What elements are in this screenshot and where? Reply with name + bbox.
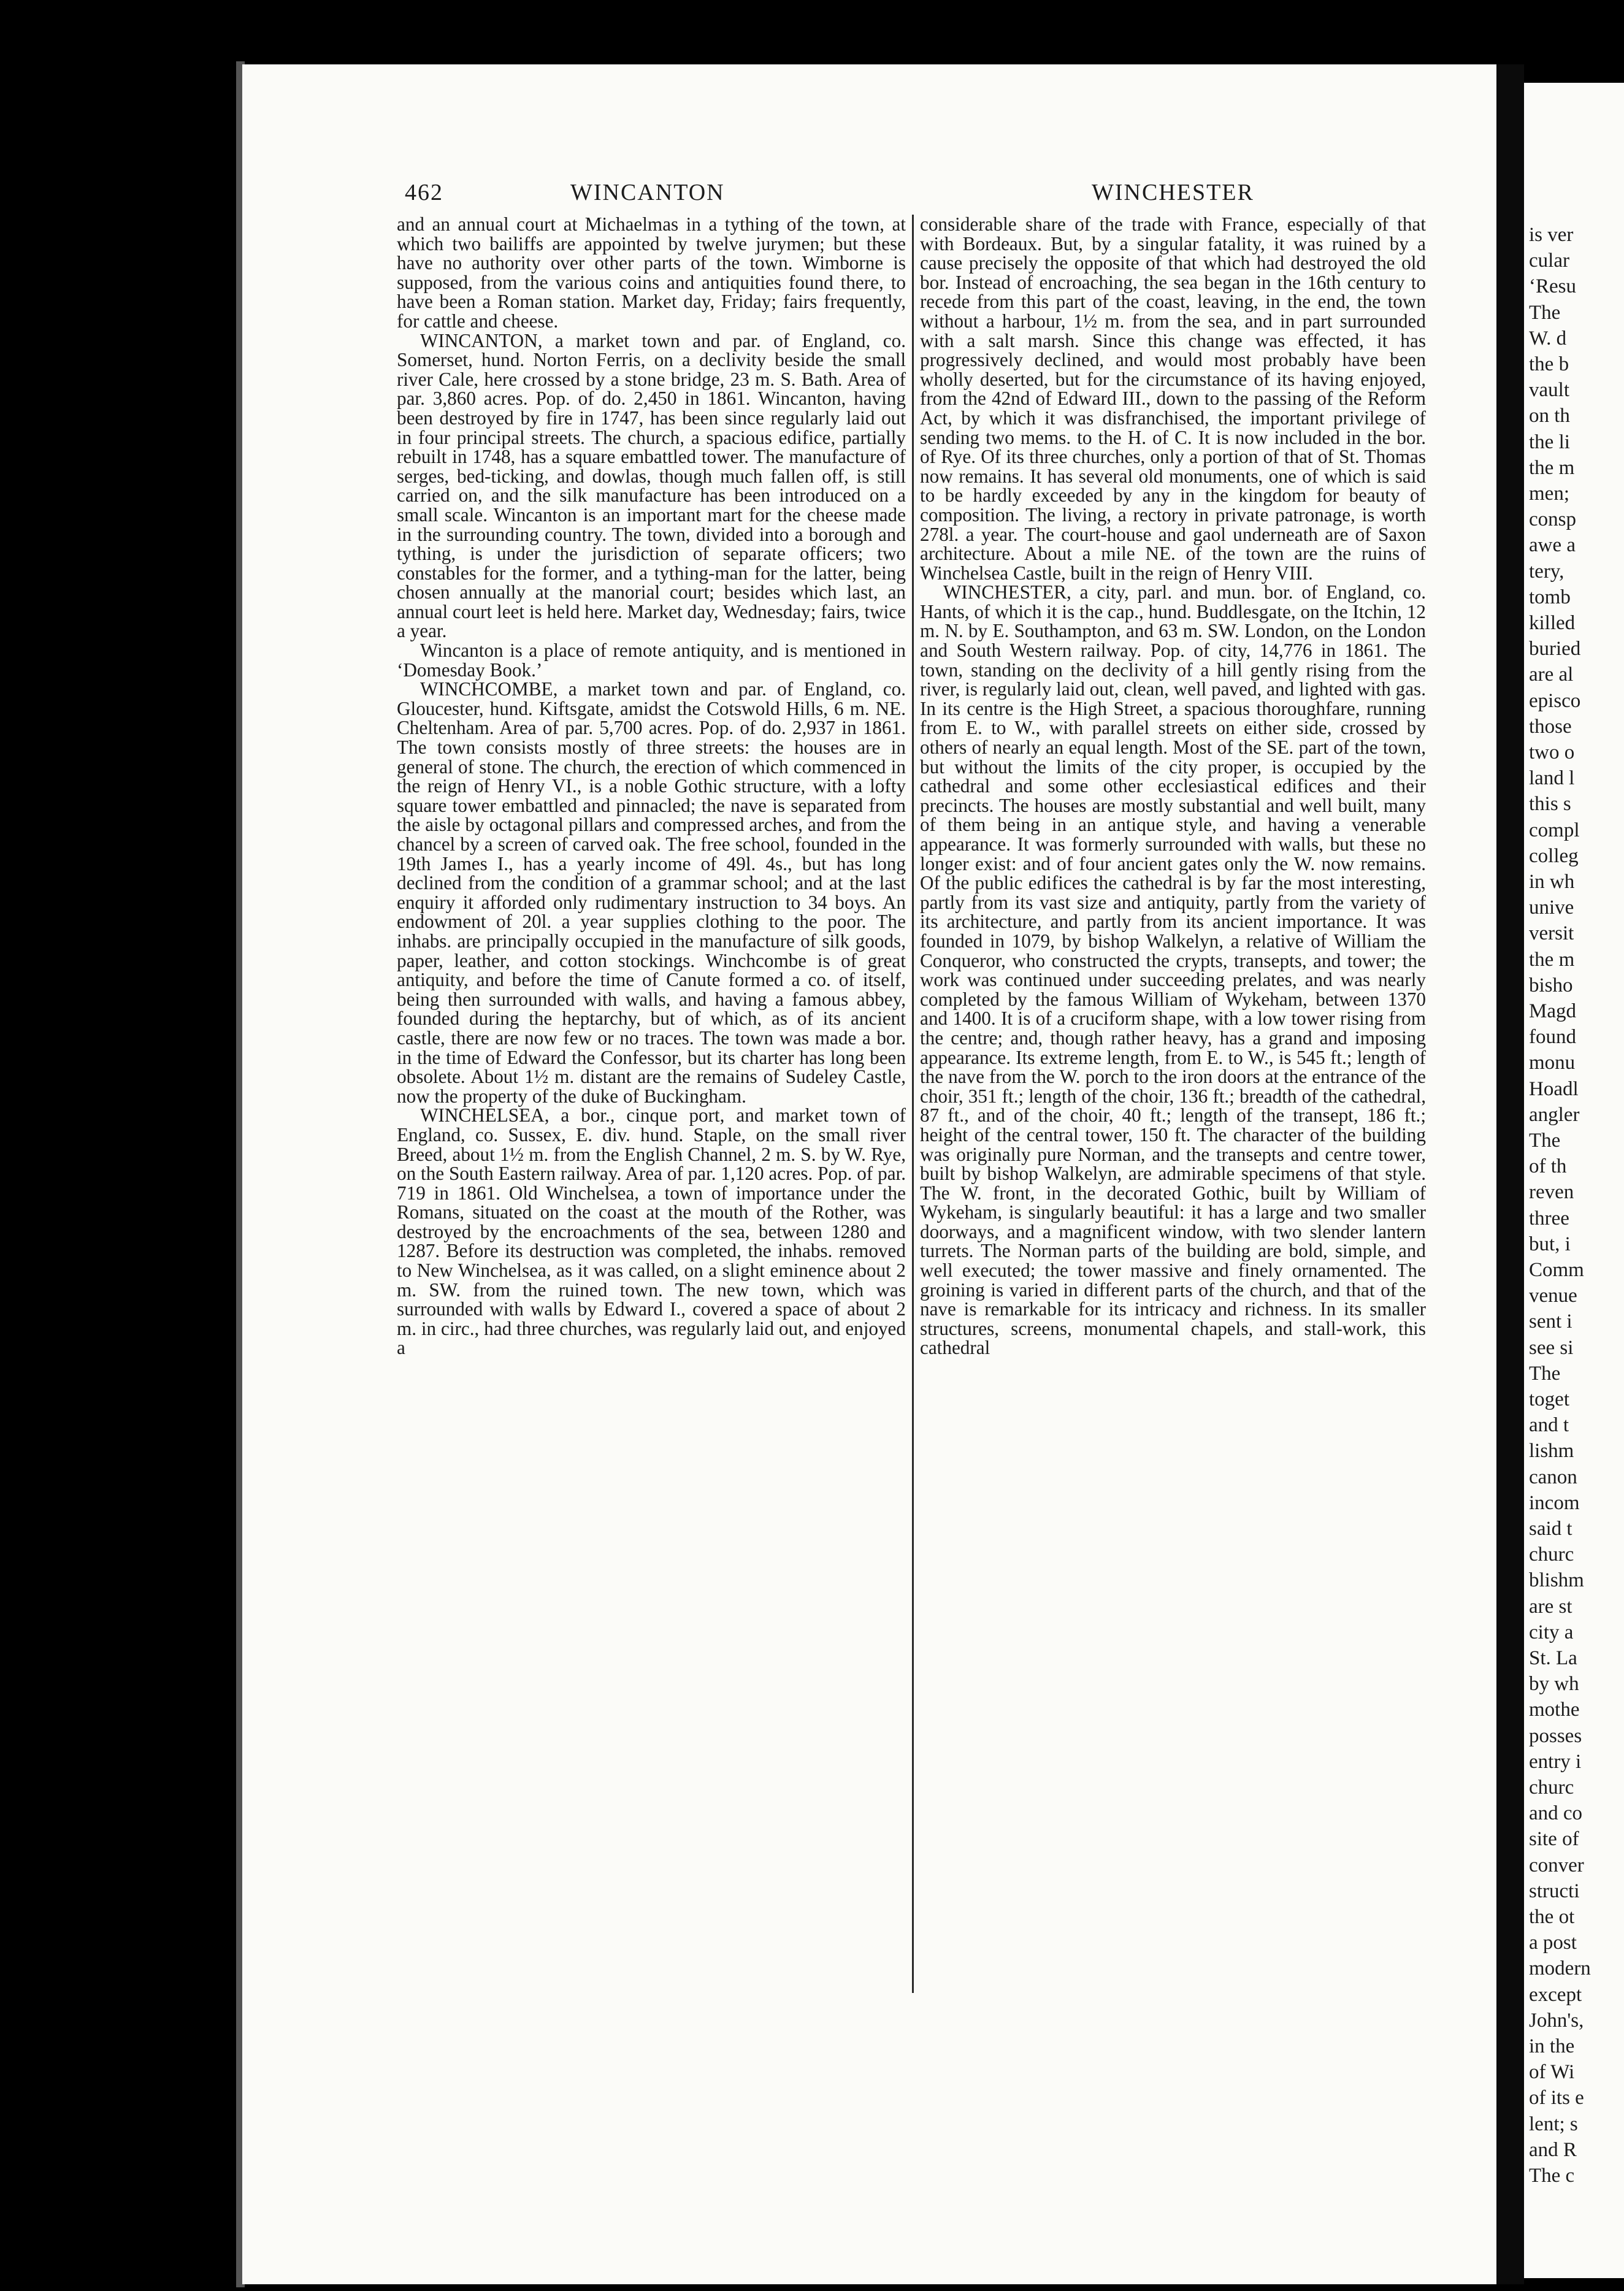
- facing-page-line: of Wi: [1529, 2061, 1575, 2084]
- facing-page-line: entry i: [1529, 1750, 1582, 1773]
- facing-page-line: buried: [1529, 638, 1581, 660]
- facing-page-line: on th: [1529, 405, 1570, 427]
- facing-page-line: is ver: [1529, 224, 1574, 246]
- facing-page-line: bisho: [1529, 974, 1573, 996]
- facing-page-line: churc: [1529, 1777, 1574, 1799]
- facing-page-line: angler: [1529, 1103, 1580, 1126]
- running-head-right: WINCHESTER: [1092, 180, 1254, 205]
- facing-page-line: in the: [1529, 2035, 1575, 2057]
- running-head-left: WINCANTON: [570, 180, 725, 205]
- facing-page-line: episco: [1529, 689, 1581, 712]
- column-rule: [912, 215, 914, 1993]
- facing-page-line: posses: [1529, 1724, 1582, 1747]
- facing-page-line: toget: [1529, 1388, 1569, 1410]
- facing-page-line: are st: [1529, 1595, 1572, 1618]
- page-number: 462: [405, 180, 443, 205]
- facing-page-line: reven: [1529, 1181, 1574, 1204]
- paragraph: and an annual court at Michaelmas in a tything of the town, at which two bailiffs are appointed by twelve jurymen; but these have no authority over other parts of the town. Wimborne is supposed, from the various coins and antiquities found there, to have been a Roman station. Market day, Friday; fairs frequently, for cattle and cheese.: [397, 213, 906, 332]
- facing-page-line: city a: [1529, 1621, 1574, 1643]
- facing-page-line: venue: [1529, 1285, 1577, 1307]
- facing-page-line: Magd: [1529, 1000, 1576, 1022]
- entry-winchcombe: WINCHCOMBE, a market town and par. of England, co. Gloucester, hund. Kiftsgate, amidst the Cotswold Hills, 6 m. NE. Cheltenham. Area of par. 5,700 acres. Pop. of do. 2,937 in 1861. The town consists mostly of three streets: the houses are in general of stone. The church, the erection of which commenced in the reign of Henry VI., is a noble Gothic structure, with a lofty square tower embattled and pinnacled; the nave is separated from the aisle by octagonal pillars and compressed arches, and from the chancel by a screen of carved oak. The free school, founded in the 19th James I., has a yearly income of 49l. 4s., but has long declined from the condition of a grammar school; and at the last enquiry it afforded only rudimentary instruction to 34 boys. An endowment of 20l. a year supplies clothing to the poor. The inhabs. are principally occupied in the manufacture of silk goods, paper, leather, and cotton stockings. Winchcombe is of great antiquity, and before the time of Canute formed a co. of itself, being then surrounded with walls, and having a famous abbey, founded during the heptarchy, but of which, as of its ancient castle, there are now few or no traces. The town was made a bor. in the time of Edward the Confessor, but its charter has long been obsolete. About 1½ m. distant are the remains of Sudeley Castle, now the property of the duke of Buckingham.: [397, 678, 906, 1107]
- facing-page-line: The c: [1529, 2165, 1575, 2187]
- facing-page-line: vault: [1529, 379, 1569, 402]
- facing-page-line: three: [1529, 1207, 1569, 1230]
- entry-winchester: WINCHESTER, a city, parl. and mun. bor. of England, co. Hants, of which it is the cap., hund. Buddlesgate, on the Itchin, 12 m. N. by E. Southampton, and 63 m. SW. London, on the London and South Western railway. Pop. of city, 14,776 in 1861. The town, standing on the declivity of a hill gently rising from the river, is regularly laid out, clean, well paved, and lighted with gas. In its centre is the High Street, a spacious thoroughfare, running from E. to W., with parallel streets on either side, crossed by others of nearly an equal length. Most of the SE. part of the town, but without the limits of the city proper, is occupied by the cathedral and some other ecclesiastical edifices and their precincts. The houses are mostly substantial and well built, many of them being in an antique style, and having a venerable appearance. It was formerly surrounded with walls, but these no longer exist: and of four ancient gates only the W. now remains. Of the public edifices the cathedral is by far the most interesting, partly from its vast size and antiquity, partly from the variety of its architecture, and partly from its ancient importance. It was founded in 1079, by bishop Walkelyn, a relative of William the Conqueror, who constructed the crypts, transepts, and tower; the work was continued under succeeding prelates, and was nearly completed by the famous William of Wykeham, between 1370 and 1400. It is of a cruciform shape, with a low tower rising from the centre; and, though rather heavy, has a grand and imposing appearance. Its extreme length, from E. to W., is 545 ft.; length of the nave from the W. porch to the iron doors at the entrance of the choir, 351 ft.; length of the choir, 136 ft.; breadth of the cathedral, 87 ft., and of the choir, 40 ft.; length of the transept, 186 ft.; height of the central tower, 150 ft. The character of the building was originally pure Norman, and the transepts and centre tower, built by bishop Walkelyn, are admirable specimens of that style. The W. front, in the decorated Gothic, built by William of Wykeham, is singularly beautiful: it has a large and two smaller doorways, and a magnificent window, with two slender lantern turrets. The Norman parts of the building are bold, simple, and well executed; the tower massive and finely ornamented. The groining is varied in different parts of the church, and that of the nave is remarkable for its intricacy and richness. In its smaller structures, screens, monumental chapels, and stall-work, this cathedral: [920, 581, 1426, 1359]
- facing-page-line: lishm: [1529, 1440, 1574, 1463]
- facing-page-line: lent; s: [1529, 2113, 1578, 2135]
- facing-page-line: and R: [1529, 2138, 1577, 2161]
- facing-page-line: except: [1529, 1983, 1582, 2006]
- entry-winchelsea: WINCHELSEA, a bor., cinque port, and market town of England, co. Sussex, E. div. hund. Staple, on the small river Breed, about 1½ m. from the English Channel, 2 m. S. by W. Rye, on the South Eastern railway. Area of par. 1,120 acres. Pop. of par. 719 in 1861. Old Winchelsea, a town of importance under the Romans, situated on the coast at the mouth of the Rother, was destroyed by the encroachments of the sea, between 1280 and 1287. Before its destruction was completed, the inhabs. removed to New Winchelsea, as it was called, on a slight eminence about 2 m. SW. from the ruined town. The new town, which was surrounded with walls by Edward I., covered a space of about 2 m. in circ., had three churches, was regularly laid out, and enjoyed a: [397, 1104, 906, 1359]
- facing-page-line: monu: [1529, 1052, 1576, 1074]
- facing-page-line: a post: [1529, 1932, 1577, 1954]
- paragraph: considerable share of the trade with France, especially of that with Bordeaux. But, by a singular fatality, it was ruined by a cause precisely the opposite of that which had destroyed the old bor. Instead of encroaching, the sea began in the 16th century to recede from this part of the coast, leaving, in the end, the town without a harbour, 1½ m. from the sea, and in part surrounded with a salt marsh. Since this change was effected, it has progressively declined, and would most probably have been wholly deserted, but for the circumstance of its having enjoyed, from the 42nd of Edward III., down to the passing of the Reform Act, by which it was disfranchised, the important privilege of sending two mems. to the H. of C. It is now included in the bor. of Rye. Of its three churches, only a portion of that of St. Thomas now remains. It has several old monuments, one of which is said to be hardly exceeded by any in the kingdom for beauty of composition. The living, a rectory in private patronage, is worth 278l. a year. The court-house and gaol underneath are of Saxon architecture. About a mile NE. of the town are the ruins of Winchelsea Castle, built in the reign of Henry VIII.: [920, 213, 1426, 584]
- facing-page-line: this s: [1529, 793, 1571, 816]
- facing-page-line: land l: [1529, 767, 1575, 790]
- facing-page-line: the b: [1529, 353, 1569, 375]
- facing-page-line: The: [1529, 1130, 1561, 1152]
- facing-page-line: those: [1529, 715, 1572, 738]
- facing-page-line: mothe: [1529, 1699, 1580, 1721]
- facing-page-line: structi: [1529, 1880, 1580, 1902]
- facing-page-line: found: [1529, 1026, 1576, 1049]
- facing-page-line: sent i: [1529, 1310, 1572, 1333]
- facing-page-line: the m: [1529, 456, 1575, 479]
- facing-page-line: see si: [1529, 1336, 1574, 1359]
- facing-page-line: incom: [1529, 1491, 1580, 1514]
- facing-page-line: The: [1529, 301, 1561, 324]
- facing-page-line: John's,: [1529, 2009, 1584, 2032]
- facing-page-line: and co: [1529, 1802, 1583, 1825]
- facing-page-line: killed: [1529, 612, 1576, 634]
- facing-page-line: the m: [1529, 948, 1575, 971]
- facing-page-line: the li: [1529, 430, 1570, 453]
- facing-page-line: and t: [1529, 1414, 1569, 1437]
- facing-page-line: conver: [1529, 1854, 1584, 1876]
- facing-page-line: are al: [1529, 664, 1574, 686]
- facing-page-line: The: [1529, 1362, 1561, 1385]
- facing-page-line: by wh: [1529, 1673, 1579, 1696]
- facing-page-line: of its e: [1529, 2087, 1584, 2109]
- facing-page-line: Comm: [1529, 1259, 1584, 1281]
- facing-page-line: of th: [1529, 1155, 1567, 1178]
- facing-page-line: versit: [1529, 922, 1574, 945]
- facing-page-line: tery,: [1529, 560, 1565, 583]
- facing-page-line: compl: [1529, 819, 1580, 841]
- paragraph: Wincanton is a place of remote antiquity, and is mentioned in ‘Domesday Book.’: [397, 640, 906, 681]
- facing-page-line: awe a: [1529, 534, 1576, 557]
- facing-page-line: unive: [1529, 897, 1574, 919]
- facing-page-line: St. La: [1529, 1647, 1577, 1669]
- left-column: [397, 215, 906, 1358]
- facing-page-line: in wh: [1529, 871, 1575, 893]
- facing-page-line: colleg: [1529, 844, 1579, 867]
- facing-page-line: the ot: [1529, 1906, 1575, 1928]
- facing-page-line: W. d: [1529, 327, 1567, 350]
- facing-page-line: but, i: [1529, 1233, 1571, 1255]
- facing-page-line: said t: [1529, 1518, 1572, 1540]
- entry-wincanton: WINCANTON, a market town and par. of England, co. Somerset, hund. Norton Ferris, on a declivity beside the small river Cale, here crossed by a stone bridge, 23 m. S. Bath. Area of par. 3,860 acres. Pop. of do. 2,450 in 1861. Wincanton, having been destroyed by fire in 1747, has been since regularly laid out in four principal streets. The church, a spacious edifice, partially rebuilt in 1748, has a square embattled tower. The manufacture of serges, bed-ticking, and dowlas, though much fallen off, is still carried on, and the silk manufacture has been introduced on a small scale. Wincanton is an important mart for the cheese made in the surrounding country. The town, divided into a borough and tything, is under the jurisdiction of separate officers; two constables for the former, and a tything-man for the latter, being chosen annually at the manorial court; besides which last, an annual court leet is held here. Market day, Wednesday; fairs, twice a year.: [397, 329, 906, 642]
- facing-page-line: tomb: [1529, 586, 1571, 608]
- page-gutter: [1496, 64, 1524, 2284]
- facing-page-line: modern: [1529, 1957, 1591, 1980]
- right-column: [920, 215, 1426, 1358]
- facing-page-line: Hoadl: [1529, 1077, 1579, 1100]
- facing-page-line: cular: [1529, 250, 1569, 272]
- facing-page-fragment: [1524, 83, 1624, 2278]
- facing-page-line: churc: [1529, 1543, 1574, 1566]
- facing-page-line: blishm: [1529, 1569, 1584, 1592]
- facing-page-line: site of: [1529, 1828, 1579, 1851]
- facing-page-line: canon: [1529, 1466, 1577, 1488]
- facing-page-line: two o: [1529, 741, 1575, 763]
- facing-page-line: consp: [1529, 508, 1576, 531]
- facing-page-line: ‘Resu: [1529, 275, 1576, 298]
- facing-page-line: men;: [1529, 483, 1569, 505]
